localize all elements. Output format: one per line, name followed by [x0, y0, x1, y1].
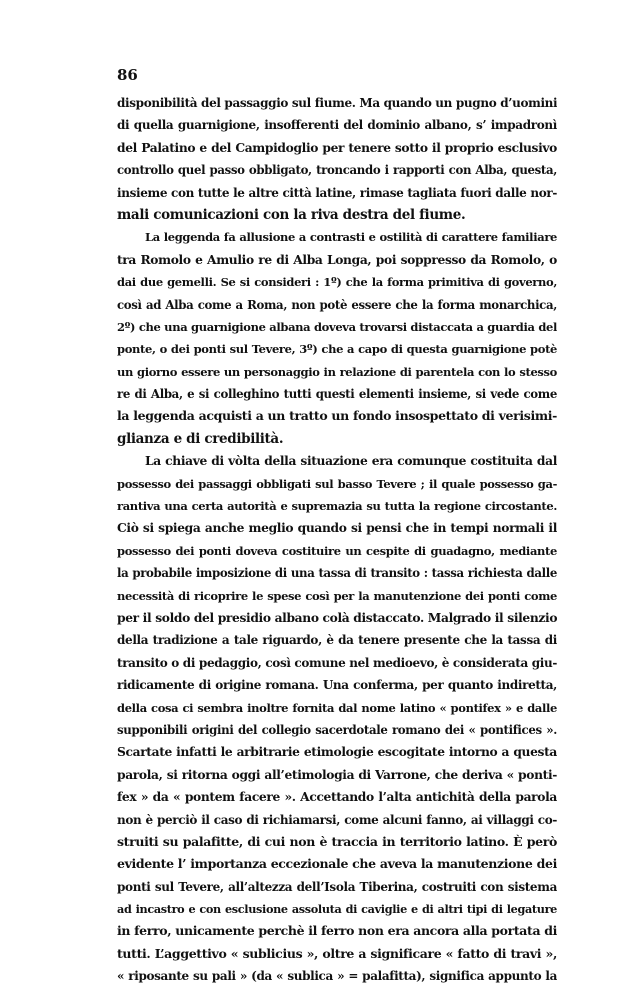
text-line: non è perciò il caso di richiamarsi, come alcuni fanno, ai villaggi co-: [117, 812, 557, 827]
text-line: possesso dei ponti doveva costituire un cespite di guadagno, mediante: [117, 543, 557, 558]
text-line: disponibilità del passaggio sul fiume. Ma quando un pugno d’uomini: [117, 96, 557, 110]
text-line: in ferro, unicamente perchè il ferro non era ancora alla portata di: [117, 923, 557, 939]
text-line: mali comunicazioni con la riva destra del fiume.: [117, 206, 466, 223]
page-number: 86: [117, 66, 138, 84]
text-line: Scartate infatti le arbitrarie etimologie escogitate intorno a questa: [117, 744, 557, 760]
text-line: rantiva una certa autorità e supremazia su tutta la regione circostante.: [117, 499, 557, 514]
text-line: Ciò si spiega anche meglio quando si pensi che in tempi normali il: [117, 520, 557, 536]
text-line: fex » da « pontem facere ». Accettando l’alta antichità della parola: [117, 789, 557, 805]
text-line: transito o di pedaggio, così comune nel medioevo, è considerata giu-: [117, 655, 557, 670]
text-line: dai due gemelli. Se si consideri : 1º) che la forma primitiva di governo,: [117, 275, 557, 290]
text-line: La leggenda fa allusione a contrasti e ostilità di carattere familiare: [145, 230, 557, 245]
text-line: « riposante su pali » (da « sublica » = palafitta), significa appunto la: [117, 969, 557, 984]
text-line: tra Romolo e Amulio re di Alba Longa, poi soppresso da Romolo, o: [117, 251, 557, 267]
text-line: un giorno essere un personaggio in relazione di parentela con lo stesso: [117, 364, 557, 379]
text-line: di quella guarnigione, insofferenti del dominio albano, s’ impadronì: [117, 118, 557, 133]
text-line: glianza e di credibilità.: [117, 430, 284, 447]
text-line: ridicamente di origine romana. Una conferma, per quanto indiretta,: [117, 678, 557, 693]
text-line: 2º) che una guarnigione albana doveva trovarsi distaccata a guardia del: [117, 319, 557, 334]
text-line: la probabile imposizione di una tassa di transito : tassa richiesta dalle: [117, 566, 557, 581]
text-line: così ad Alba come a Roma, non potè essere che la forma monarchica,: [117, 297, 557, 312]
text-line: della cosa ci sembra inoltre fornita dal nome latino « pontifex » e dalle: [117, 700, 557, 715]
text-line: insieme con tutte le altre città latine, rimase tagliata fuori dalle nor-: [117, 185, 557, 200]
text-line: per il soldo del presidio albano colà distaccato. Malgrado il silenzio: [117, 609, 557, 625]
text-line: struiti su palafitte, di cui non è traccia in territorio latino. È però: [117, 833, 557, 849]
text-line: tutti. L’aggettivo « sublicius », oltre a significare « fatto di travi »,: [117, 945, 557, 961]
text-line: necessità di ricoprire le spese così per la manutenzione dei ponti come: [117, 588, 557, 603]
text-line: re di Alba, e si colleghino tutti questi elementi insieme, si vede come: [117, 387, 557, 402]
text-line: ad incastro e con esclusione assoluta di caviglie e di altri tipi di legature: [117, 902, 557, 917]
text-line: evidente l’ importanza eccezionale che aveva la manutenzione dei: [117, 856, 557, 872]
text-line: possesso dei passaggi obbligati sul basso Tevere ; il quale possesso ga-: [117, 476, 557, 491]
text-line: parola, si ritorna oggi all’etimologia di Varrone, che deriva « ponti-: [117, 766, 557, 782]
text-line: supponibili origini del collegio sacerdotale romano dei « pontifices ».: [117, 722, 557, 737]
text-line: La chiave di vòlta della situazione era comunque costituita dal: [145, 453, 557, 469]
body-text: [117, 92, 557, 988]
text-line: la leggenda acquisti a un tratto un fondo insospettato di verisimi-: [117, 408, 557, 424]
text-line: del Palatino e del Campidoglio per tenere sotto il proprio esclusivo: [117, 139, 557, 155]
text-line: ponte, o dei ponti sul Tevere, 3º) che a capo di questa guarnigione potè: [117, 342, 557, 357]
text-line: controllo quel passo obbligato, troncando i rapporti con Alba, questa,: [117, 163, 557, 178]
text-line: ponti sul Tevere, all’altezza dell’Isola Tiberina, costruiti con sistema: [117, 879, 557, 894]
text-line: della tradizione a tale riguardo, è da tenere presente che la tassa di: [117, 633, 557, 648]
